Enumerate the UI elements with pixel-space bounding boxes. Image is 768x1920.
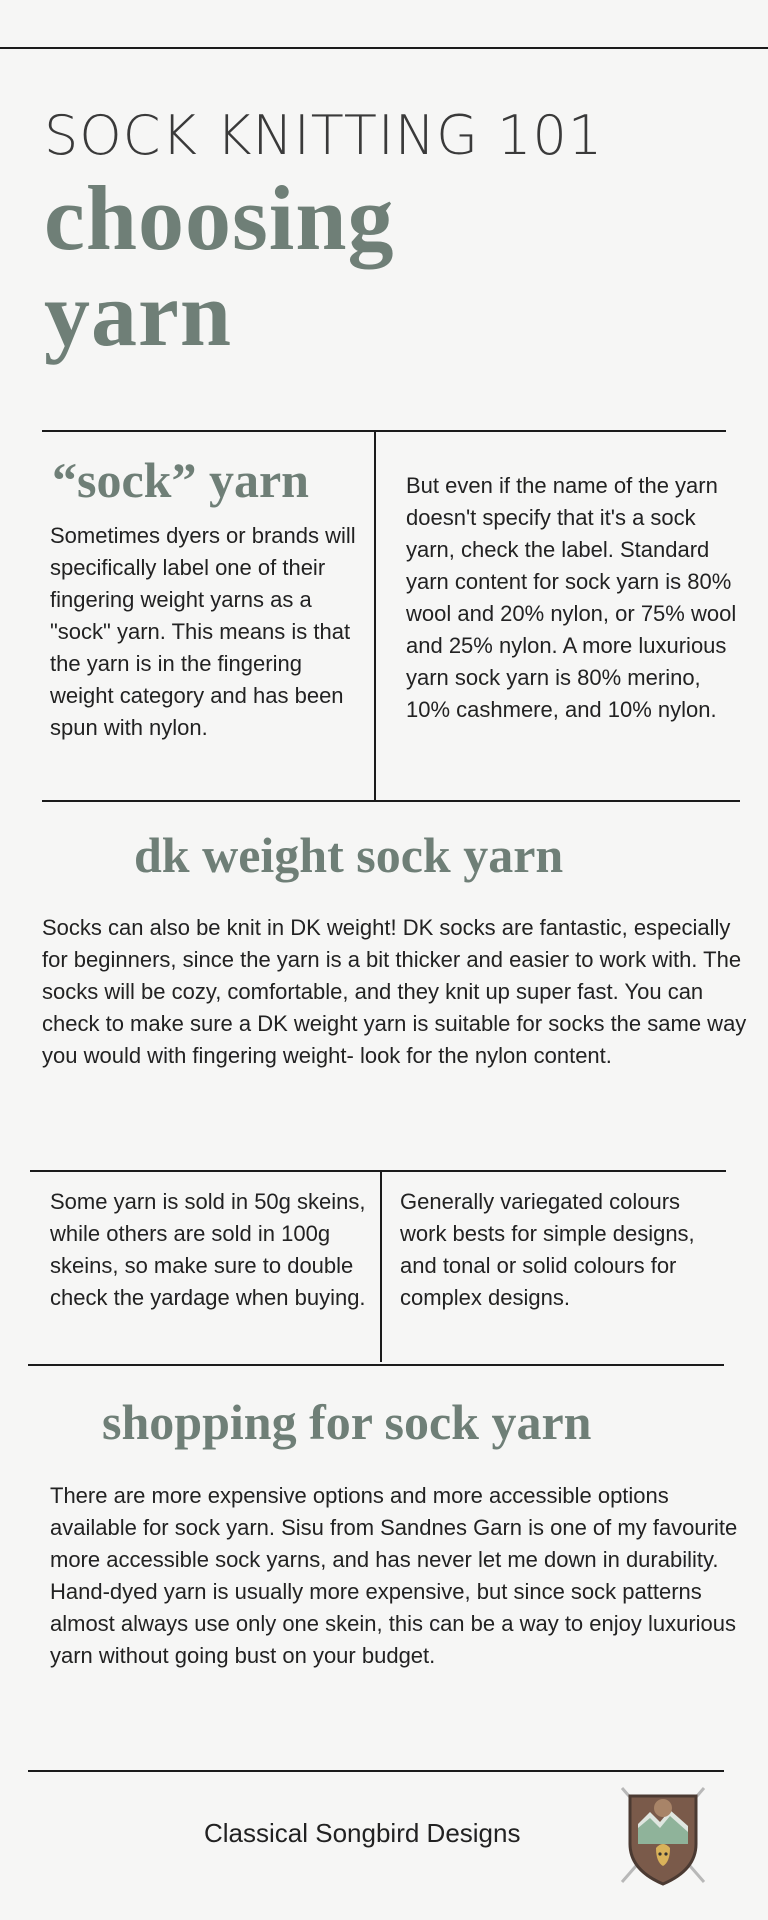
sock-yarn-left-text: Sometimes dyers or brands will specifically label one of their fingering weight yarns as a "sock" yarn. This means is that the yarn is in the fingering weight category and has been spun with nylon. [50,523,356,740]
section-rule [30,1170,726,1172]
brand-name: Classical Songbird Designs [204,1818,521,1848]
column-divider [374,430,376,801]
dk-text: Socks can also be knit in DK weight! DK socks are fantastic, especially for beginners, since the yarn is a bit thicker and easier to work with. The socks will be cozy, comfortable, and they knit up super fast. You can check to make sure a DK weight yarn is suitable for socks the same way you would with fingering weight- look for the nylon content. [42,915,747,1068]
column-divider [380,1170,382,1362]
sock-yarn-right-text: But even if the name of the yarn doesn't specify that it's a sock yarn, check the label. Standard yarn content for sock yarn is 80% wool and 20% nylon, or 75% wool and 25% nylon. A more luxurious yarn sock yarn is 80% merino, 10% cashmere, and 10% nylon. [406,473,737,722]
section-rule [42,800,740,802]
footer-rule [28,1770,724,1772]
tips-left-text: Some yarn is sold in 50g skeins, while others are sold in 100g skeins, so make sure to double check the yardage when buying. [50,1189,366,1310]
eyebrow-title: SOCK KNITTING 101 [44,104,604,167]
page-title [44,167,395,365]
tips-right-text: Generally variegated colours work bests for simple designs, and tonal or solid colours for complex designs. [400,1189,695,1310]
sock-yarn-heading: “sock” yarn [52,452,309,508]
top-rule [0,47,768,49]
section-rule [28,1364,724,1366]
dk-heading: dk weight sock yarn [134,827,564,883]
section-rule [42,430,726,432]
songbird-crest-logo [616,1784,710,1888]
shopping-text: There are more expensive options and more accessible options available for sock yarn. Sisu from Sandnes Garn is one of my favourite more accessible sock yarns, and has never let me down in durability. Hand-dyed yarn is usually more expensive, but since sock patterns almost always use only one skein, this can be a way to enjoy luxurious yarn without going bust on your budget. [50,1483,738,1668]
title-line-2: yarn [44,263,232,365]
title-line-1: choosing [44,167,395,269]
shopping-heading: shopping for sock yarn [102,1394,592,1450]
